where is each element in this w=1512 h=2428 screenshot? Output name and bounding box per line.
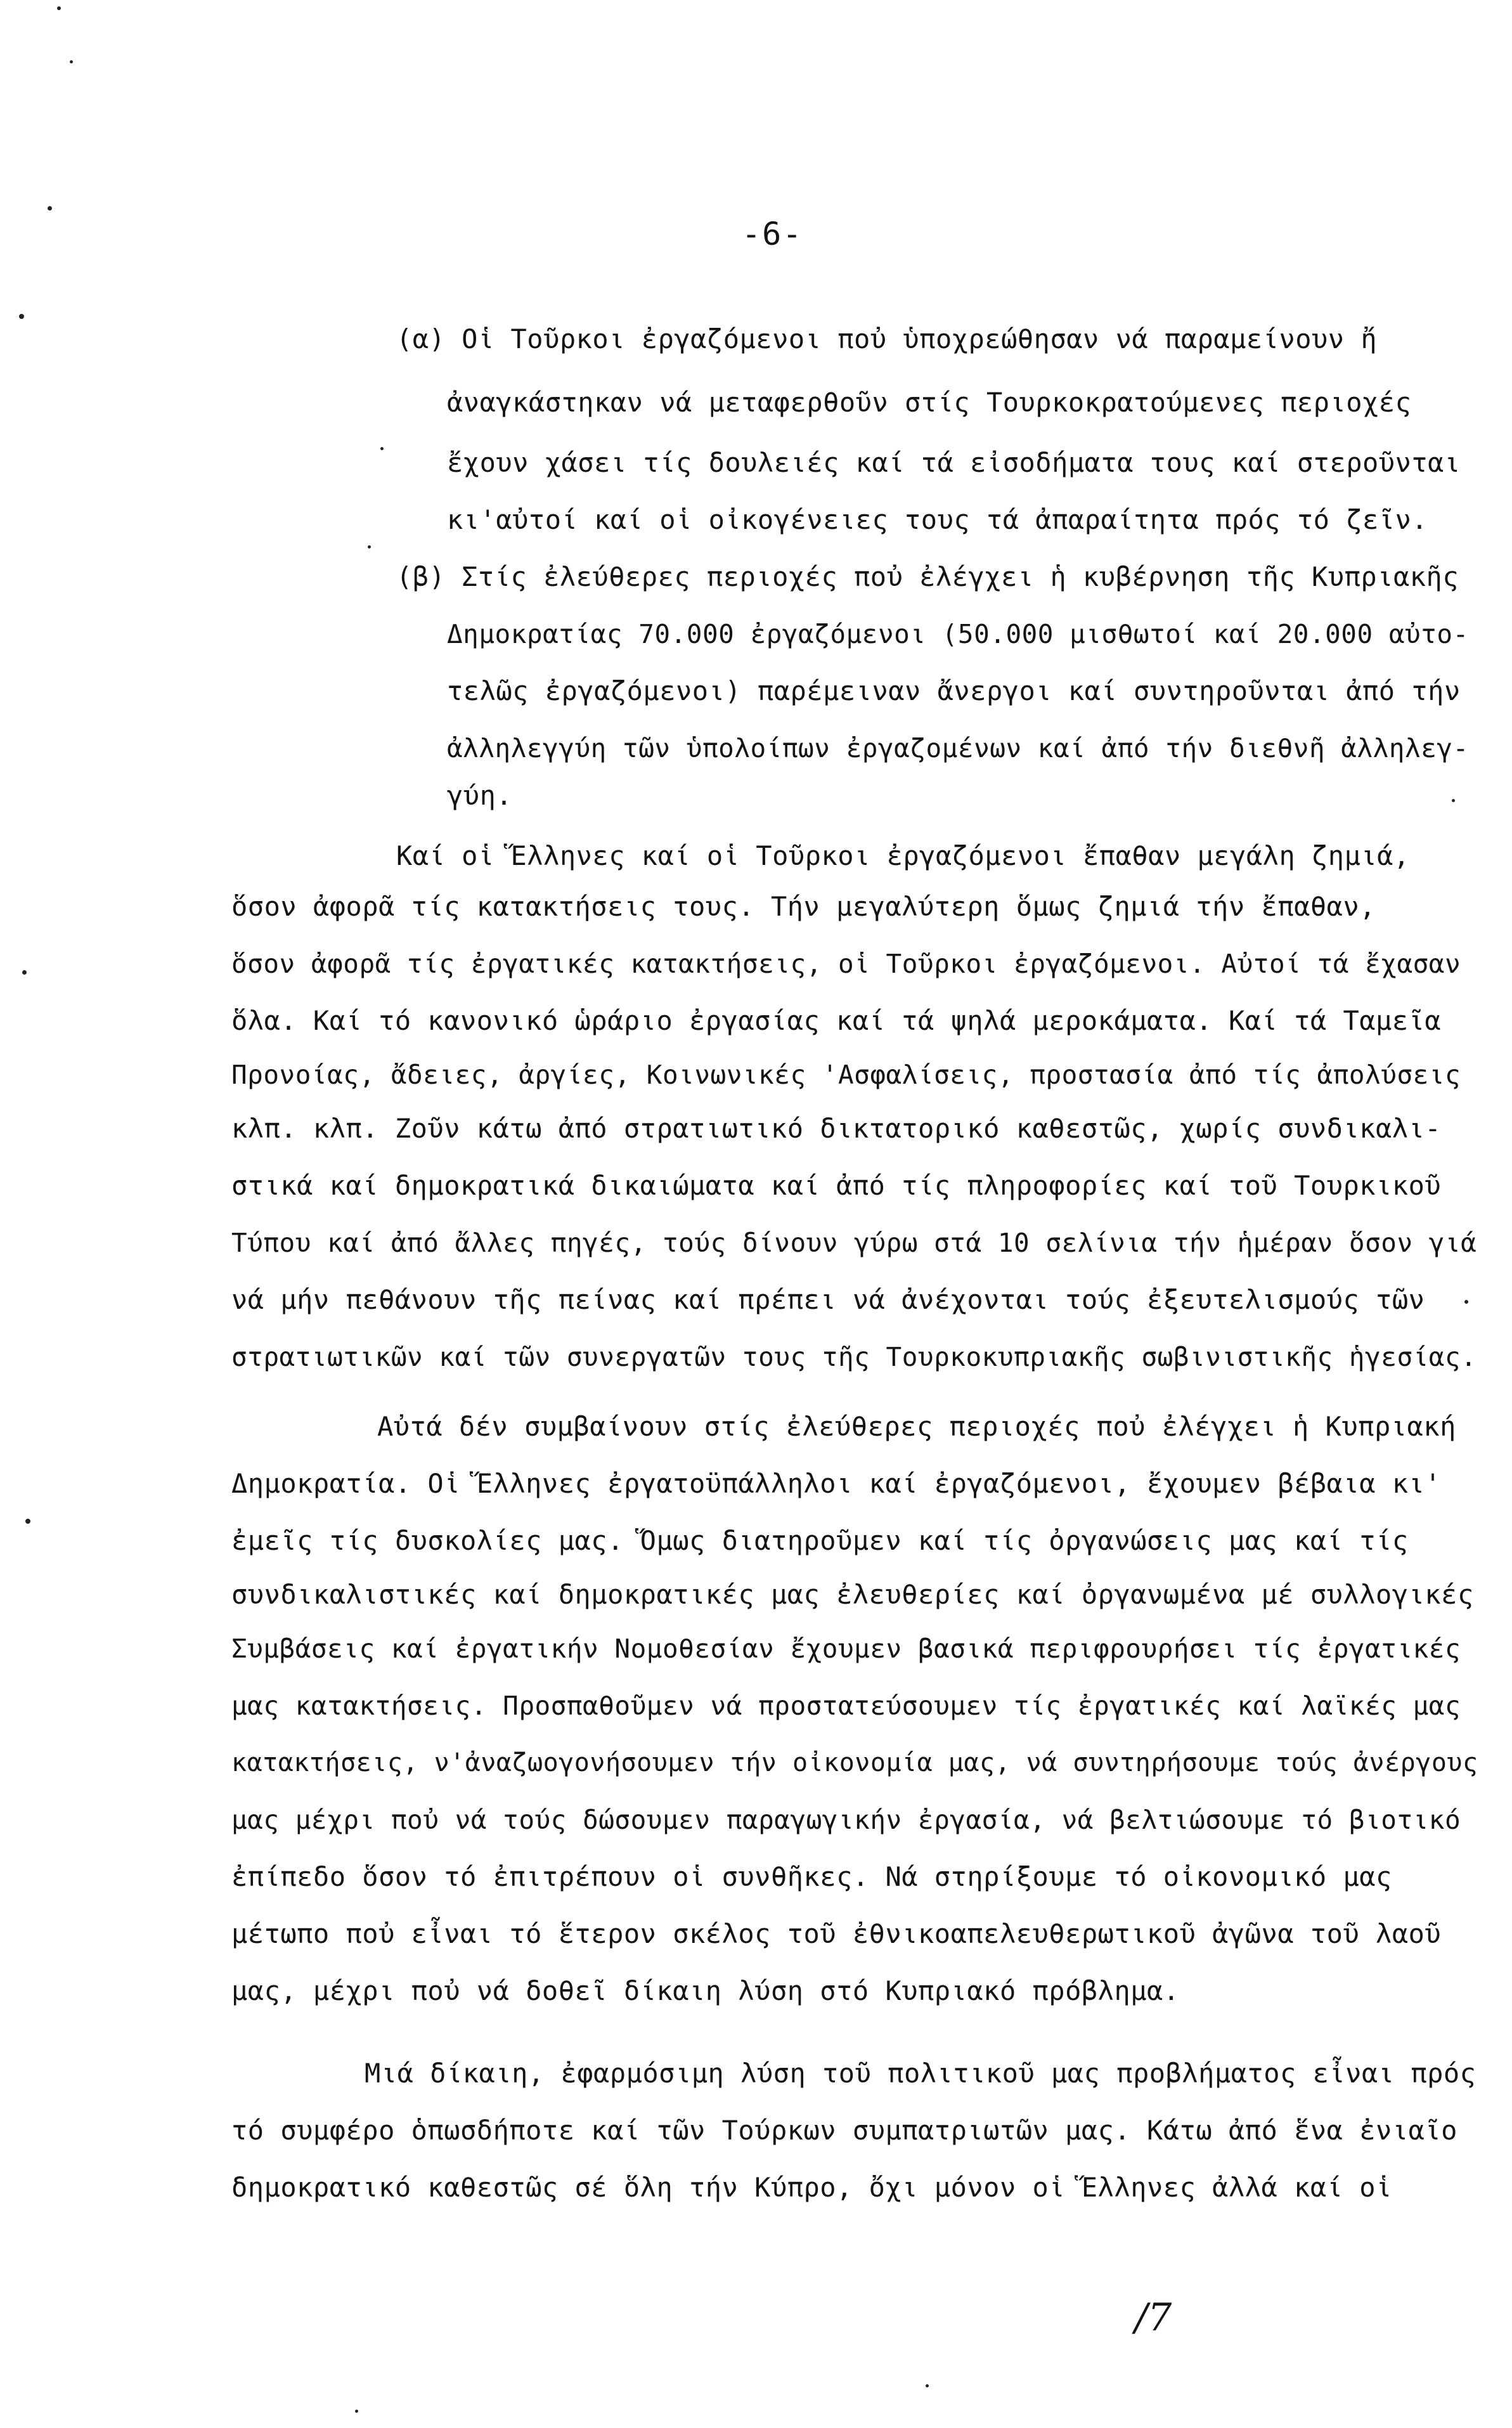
body-paragraph-line: μας, μέχρι ποὐ νά δοθεῖ δίκαιη λύση στό Κυπριακό πρόβλημα. — [231, 1975, 1180, 2006]
paragraph-beta-line: ἀλληλεγγύη τῶν ὑπολοίπων ἐργαζομένων καί ἀπό τήν διεθνῆ ἀλληλεγ- — [447, 733, 1469, 763]
scan-speck — [48, 206, 52, 211]
body-paragraph-line: Μιά δίκαιη, ἐφαρμόσιμη λύση τοῦ πολιτικοῦ μας προβλήματος εἶναι πρός — [365, 2058, 1476, 2089]
body-paragraph-line: Τύπου καί ἀπό ἄλλες πηγές, τούς δίνουν γύρω στά 10 σελίνια τήν ἡμέραν ὅσον γιά — [231, 1228, 1477, 1258]
body-paragraph-line: Συμβάσεις καί ἐργατικήν Νομοθεσίαν ἔχουμεν βασικά περιφρουρήσει τίς ἐργατικές — [231, 1633, 1461, 1664]
body-paragraph-line: ὅσον ἀφορᾶ τίς ἐργατικές κατακτήσεις, οἱ Τοῦρκοι ἐργαζόμενοι. Αὐτοί τά ἔχασαν — [231, 949, 1461, 979]
paragraph-alpha-line: (α) Οἱ Τοῦρκοι ἐργαζόμενοι ποὐ ὑποχρεώθησαν νά παραμείνουν ἤ — [396, 323, 1378, 354]
body-paragraph-line: κλπ. κλπ. Ζοῦν κάτω ἀπό στρατιωτικό δικτατορικό καθεστῶς, χωρίς συνδικαλι- — [231, 1113, 1442, 1144]
scan-speck — [22, 970, 27, 975]
scan-speck — [57, 6, 61, 10]
continuation-marker: /7 — [1135, 2295, 1172, 2340]
body-paragraph-line: συνδικαλιστικές καί δημοκρατικές μας ἐλευθερίες καί ὀργανωμένα μέ συλλογικές — [231, 1579, 1474, 1610]
scan-speck — [25, 1519, 30, 1524]
paragraph-beta-line: (β) Στίς ἐλεύθερες περιοχές ποὐ ἐλέγχει ἡ κυβέρνηση τῆς Κυπριακῆς — [396, 561, 1459, 592]
paragraph-beta-line: τελῶς ἐργαζόμενοι) παρέμειναν ἄνεργοι καί συντηροῦνται ἀπό τήν — [447, 675, 1461, 706]
body-paragraph-line: νά μήν πεθάνουν τῆς πείνας καί πρέπει νά ἀνέχονται τούς ἐξευτελισμούς τῶν — [231, 1284, 1425, 1315]
body-paragraph-line: Προνοίας, ἄδειες, ἀργίες, Κοινωνικές 'Ασφαλίσεις, προστασία ἀπό τίς ἀπολύσεις — [231, 1060, 1461, 1090]
scan-speck — [70, 60, 73, 63]
body-paragraph-line: κατακτήσεις, ν'ἀναζωογονήσουμεν τήν οἰκονομία μας, νά συντηρήσουμε τούς ἀνέργους — [231, 1748, 1478, 1777]
scan-speck — [1464, 1300, 1468, 1304]
body-paragraph-line: Δημοκρατία. Οἱ Ἕλληνες ἐργατοϋπάλληλοι καί ἐργαζόμενοι, ἔχουμεν βέβαια κι' — [231, 1468, 1442, 1499]
paragraph-alpha-line: κι'αὐτοί καί οἱ οἰκογένειες τους τά ἀπαραίτητα πρός τό ζεῖν. — [447, 504, 1428, 535]
body-paragraph-line: ὅλα. Καί τό κανονικό ὡράριο ἐργασίας καί τά ψηλά μεροκάματα. Καί τά Ταμεῖα — [231, 1005, 1442, 1036]
body-paragraph-line: μέτωπο ποὐ εἶναι τό ἕτερον σκέλος τοῦ ἐθνικοαπελευθερωτικοῦ ἀγῶνα τοῦ λαοῦ — [231, 1918, 1442, 1949]
paragraph-beta-line: γύη. — [447, 780, 513, 811]
body-paragraph-line: ὅσον ἀφορᾶ τίς κατακτήσεις τους. Τήν μεγαλύτερη ὅμως ζημιά τήν ἔπαθαν, — [231, 891, 1376, 922]
body-paragraph-line: ἐπίπεδο ὅσον τό ἐπιτρέπουν οἱ συνθῆκες. Νά στηρίξουμε τό οἰκονομικό μας — [231, 1861, 1392, 1892]
scan-speck — [368, 545, 371, 549]
paragraph-alpha-line: ἀναγκάστηκαν νά μεταφερθοῦν στίς Τουρκοκρατούμενες περιοχές — [447, 387, 1412, 418]
scan-speck — [355, 2410, 358, 2413]
scan-speck — [1452, 799, 1455, 802]
paragraph-alpha-line: ἔχουν χάσει τίς δουλειές καί τά εἰσοδήματα τους καί στεροῦνται — [447, 447, 1461, 478]
body-paragraph-line: Αὐτά δέν συμβαίνουν στίς ἐλεύθερες περιοχές ποὐ ἐλέγχει ἡ Κυπριακή — [377, 1411, 1456, 1442]
body-paragraph-line: μας κατακτήσεις. Προσπαθοῦμεν νά προστατεύσουμεν τίς ἐργατικές καί λαϊκές μας — [231, 1691, 1461, 1721]
page-number: -6- — [742, 216, 803, 252]
body-paragraph-line: Καί οἱ Ἕλληνες καί οἱ Τοῦρκοι ἐργαζόμενοι ἔπαθαν μεγάλη ζημιά, — [396, 840, 1410, 871]
scan-speck — [380, 447, 384, 450]
body-paragraph-line: στικά καί δημοκρατικά δικαιώματα καί ἀπό τίς πληροφορίες καί τοῦ Τουρκικοῦ — [231, 1170, 1442, 1201]
scan-speck — [19, 314, 24, 319]
body-paragraph-line: δημοκρατικό καθεστῶς σέ ὅλη τήν Κύπρο, ὄχι μόνον οἱ Ἕλληνες ἀλλά καί οἱ — [231, 2172, 1392, 2203]
paragraph-beta-line: Δημοκρατίας 70.000 ἐργαζόμενοι (50.000 μισθωτοί καί 20.000 αὐτο- — [447, 619, 1469, 649]
body-paragraph-line: ἐμεῖς τίς δυσκολίες μας. Ὅμως διατηροῦμεν καί τίς ὀργανώσεις μας καί τίς — [231, 1525, 1409, 1556]
scan-speck — [926, 2384, 929, 2387]
body-paragraph-line: στρατιωτικῶν καί τῶν συνεργατῶν τους τῆς Τουρκοκυπριακῆς σωβινιστικῆς ἡγεσίας. — [231, 1342, 1477, 1372]
body-paragraph-line: μας μέχρι ποὐ νά τούς δώσουμεν παραγωγικήν ἐργασία, νά βελτιώσουμε τό βιοτικό — [231, 1805, 1461, 1835]
body-paragraph-line: τό συμφέρο ὁπωσδήποτε καί τῶν Τούρκων συμπατριωτῶν μας. Κάτω ἀπό ἕνα ἐνιαῖο — [231, 2115, 1457, 2146]
